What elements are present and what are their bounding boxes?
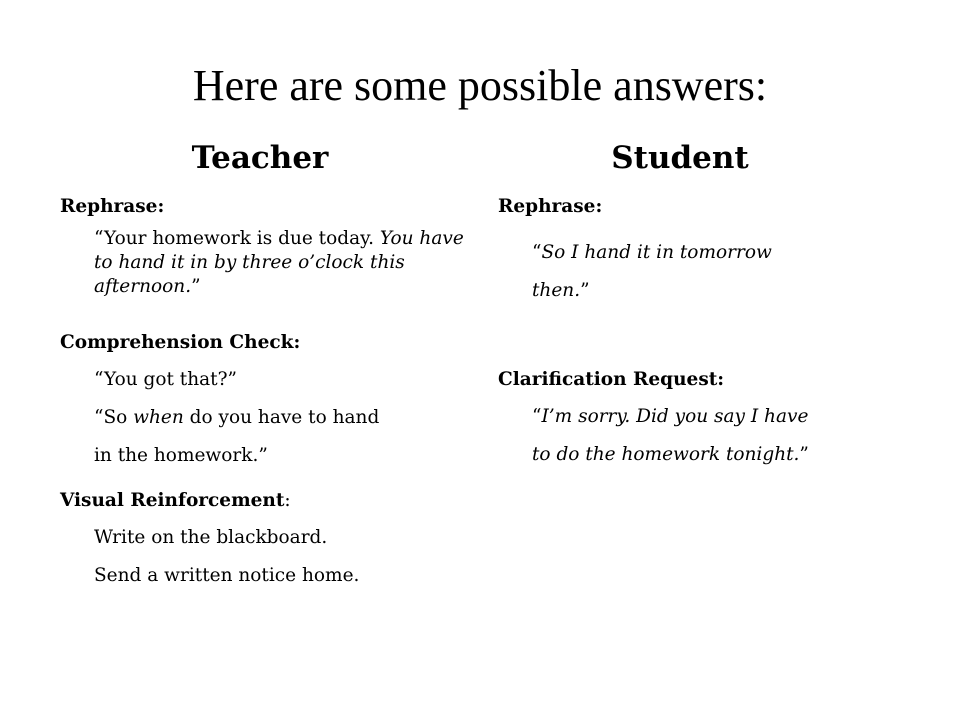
teacher-comprehension-2a: “So	[94, 407, 134, 428]
teacher-column	[60, 195, 480, 595]
student-column	[498, 195, 928, 474]
teacher-rephrase-close: ”	[191, 276, 201, 297]
teacher-rephrase-italic: You have to hand it in by three o’clock this afternoon.	[94, 228, 464, 297]
student-clarification-1-quote: “	[532, 406, 542, 427]
teacher-comprehension-2	[60, 399, 480, 437]
student-rephrase-label: Rephrase:	[498, 196, 603, 217]
page-title: Here are some possible answers:	[192, 61, 768, 110]
teacher-visual-label: Visual Reinforcement	[60, 490, 285, 511]
teacher-rephrase-open: “Your homework is due today.	[94, 228, 380, 249]
teacher-visual-1: Write on the blackboard.	[94, 527, 328, 548]
teacher-visual-2: Send a written notice home.	[94, 565, 360, 586]
student-rephrase-1	[498, 234, 928, 272]
student-heading: Student	[611, 140, 749, 176]
student-clarification-2-text: to do the homework tonight.	[532, 444, 800, 465]
student-rephrase-1-quote: “	[532, 242, 542, 263]
student-clarification-1-text: I’m sorry. Did you say I have	[541, 406, 809, 427]
teacher-comprehension-2b: do you have to hand	[183, 407, 380, 428]
student-rephrase-2	[498, 272, 928, 310]
student-clarification-1	[498, 398, 928, 436]
teacher-comprehension-label: Comprehension Check:	[60, 332, 301, 353]
student-rephrase-2-text: then.	[532, 280, 581, 301]
teacher-comprehension-2-em: when	[133, 407, 184, 428]
teacher-visual-colon: :	[284, 490, 291, 511]
student-clarification-2	[498, 436, 928, 474]
student-rephrase-1-text: So I hand it in tomorrow	[541, 242, 772, 263]
teacher-visual-heading	[60, 489, 480, 513]
student-rephrase-2-quote: ”	[580, 280, 590, 301]
student-clarification-label: Clarification Request:	[498, 369, 725, 390]
teacher-comprehension-3: in the homework.”	[94, 445, 268, 466]
teacher-rephrase-text	[60, 227, 480, 299]
teacher-rephrase-label: Rephrase:	[60, 196, 165, 217]
teacher-heading: Teacher	[191, 140, 329, 176]
student-clarification-2-quote: ”	[799, 444, 809, 465]
teacher-comprehension-1: “You got that?”	[94, 369, 237, 390]
